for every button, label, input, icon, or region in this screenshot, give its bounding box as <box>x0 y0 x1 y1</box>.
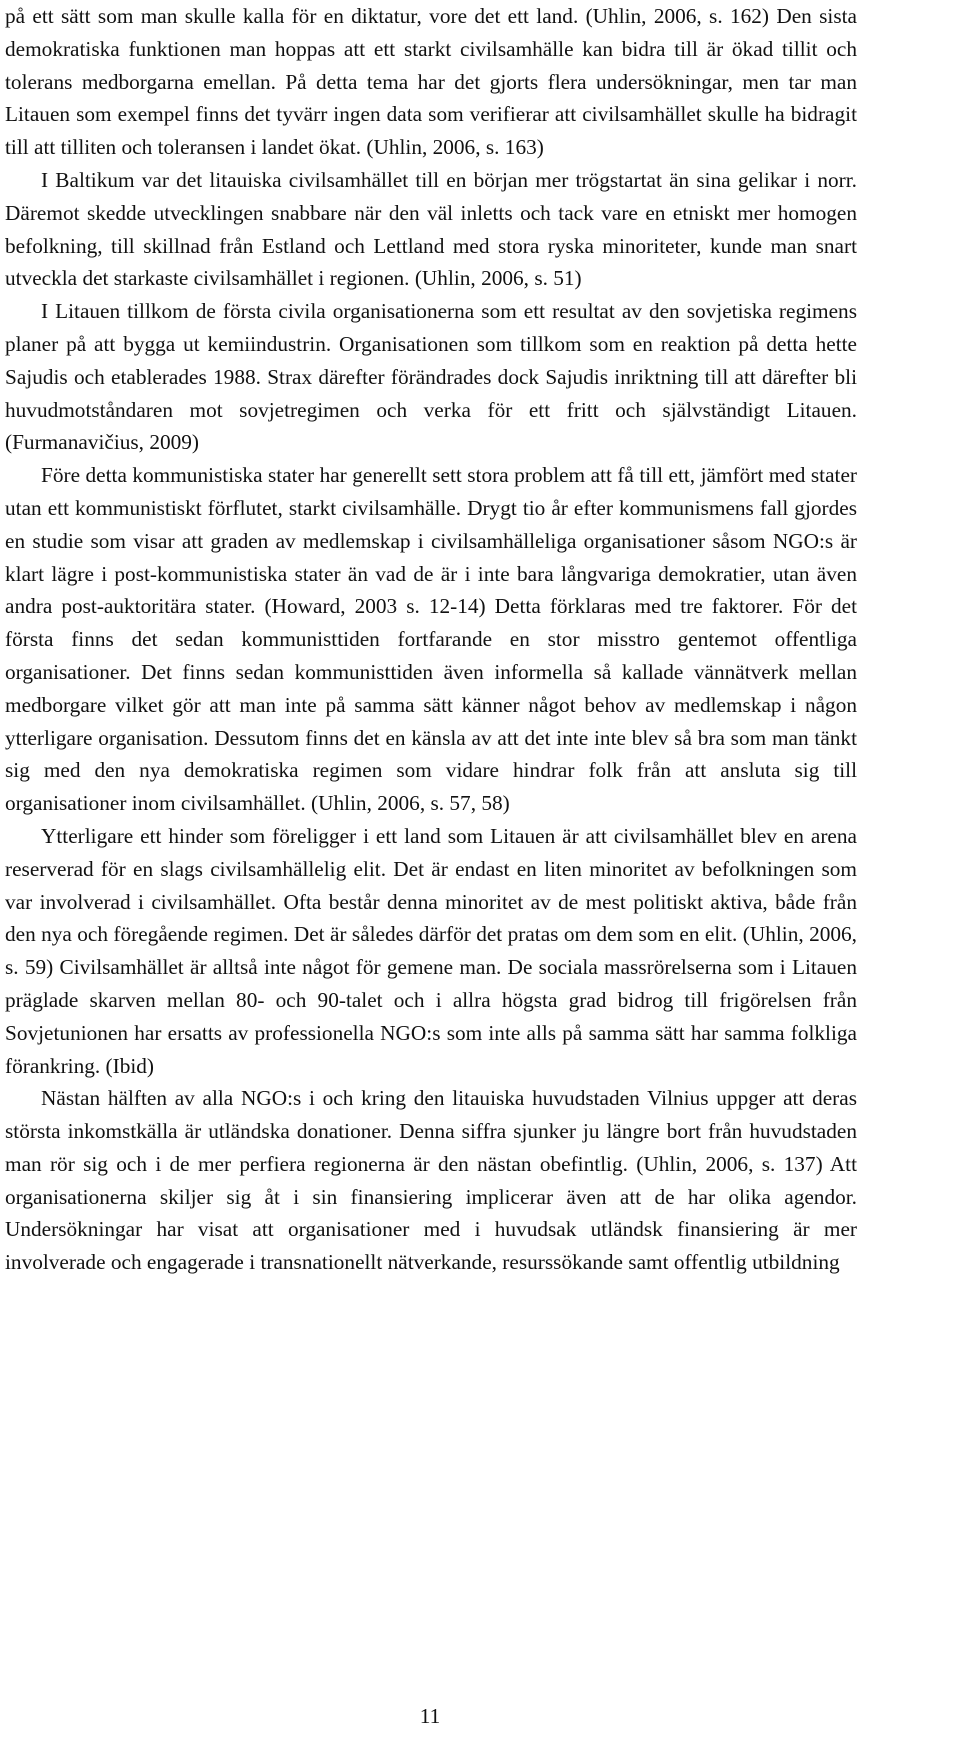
paragraph: på ett sätt som man skulle kalla för en diktatur, vore det ett land. (Uhlin, 2006, s. 162) Den sista demokratiska funktionen man hoppas att ett starkt civilsamhälle kan bidra till är ökad tillit och tolerans medborgarna emellan. På detta tema har det gjorts flera undersökningar, men tar man Litauen som exempel finns det tyvärr ingen data som verifierar att civilsamhället skulle ha bidragit till att tilliten och toleransen i landet ökat. (Uhlin, 2006, s. 163) <box>5 4 857 160</box>
page-number: 11 <box>419 1704 441 1728</box>
paragraph: Nästan hälften av alla NGO:s i och kring den litauiska huvudstaden Vilnius uppger att deras största inkomstkälla är utländska donationer. Denna siffra sjunker ju längre bort från huvudstaden man rör sig och i de mer perfiera regionerna är den nästan obefintlig. (Uhlin, 2006, s. 137) Att organisationerna skiljer sig åt i sin finansiering implicerar även att de har olika agendor. Undersökningar har visat att organisationer med i huvudsak utländsk finansiering är mer involverade och engagerade i transnationellt nätverkande, resurssökande samt offentlig utbildning <box>5 1086 857 1275</box>
paragraph: I Baltikum var det litauiska civilsamhället till en början mer trögstartat än sina gelikar i norr. Däremot skedde utvecklingen snabbare när den väl inletts och tack vare en etniskt mer homogen befolkning, till skillnad från Estland och Lettland med stora ryska minoriteter, kunde man snart utveckla det starkaste civilsamhället i regionen. (Uhlin, 2006, s. 51) <box>5 167 857 291</box>
paragraph: Före detta kommunistiska stater har generellt sett stora problem att få till ett, jämfört med stater utan ett kommunistiskt förflutet, starkt civilsamhälle. Drygt tio år efter kommunismens fall gjordes en studie som visar att graden av medlemskap i civilsamhälleliga organisationer såsom NGO:s är klart lägre i post-kommunistiska stater än vad de är i inte bara långvariga demokratier, utan även andra post-auktoritära stater. (Howard, 2003 s. 12-14) Detta förklaras med tre faktorer. För det första finns det sedan kommunisttiden fortfarande en stor misstro gentemot offentliga organisationer. Det finns sedan kommunisttiden även informella så kallade vännätverk mellan medborgare vilket gör att man inte på samma sätt känner något behov av medlemskap i någon ytterligare organisation. Dessutom finns det en känsla av att det inte inte blev så bra som man tänkt sig med den nya demokratiska regimen som vidare hindrar folk från att ansluta sig till organisationer inom civilsamhället. (Uhlin, 2006, s. 57, 58) <box>5 463 857 816</box>
body-text <box>5 0 857 1279</box>
paragraph: Ytterligare ett hinder som föreligger i ett land som Litauen är att civilsamhället blev en arena reserverad för en slags civilsamhällelig elit. Det är endast en liten minoritet av befolkningen som var involverad i civilsamhället. Ofta består denna minoritet av de mest politiskt aktiva, både från den nya och föregående regimen. Det är således därför det pratas om dem som en elit. (Uhlin, 2006, s. 59) Civilsamhället är alltså inte något för gemene man. De sociala massrörelserna som i Litauen präglade skarven mellan 80- och 90-talet och i allra högsta grad bidrog till frigörelsen från Sovjetunionen har ersatts av professionella NGO:s som inte alls på samma sätt har samma folkliga förankring. (Ibid) <box>5 823 857 1078</box>
paragraph: I Litauen tillkom de första civila organisationerna som ett resultat av den sovjetiska regimens planer på att bygga ut kemiindustrin. Organisationen som tillkom som en reaktion på detta hette Sajudis och etablerades 1988. Strax därefter förändrades dock Sajudis inriktning till att därefter bli huvudmotståndaren mot sovjetregimen och verka för ett fritt och självständigt Litauen. (Furmanavičius, 2009) <box>5 299 857 455</box>
